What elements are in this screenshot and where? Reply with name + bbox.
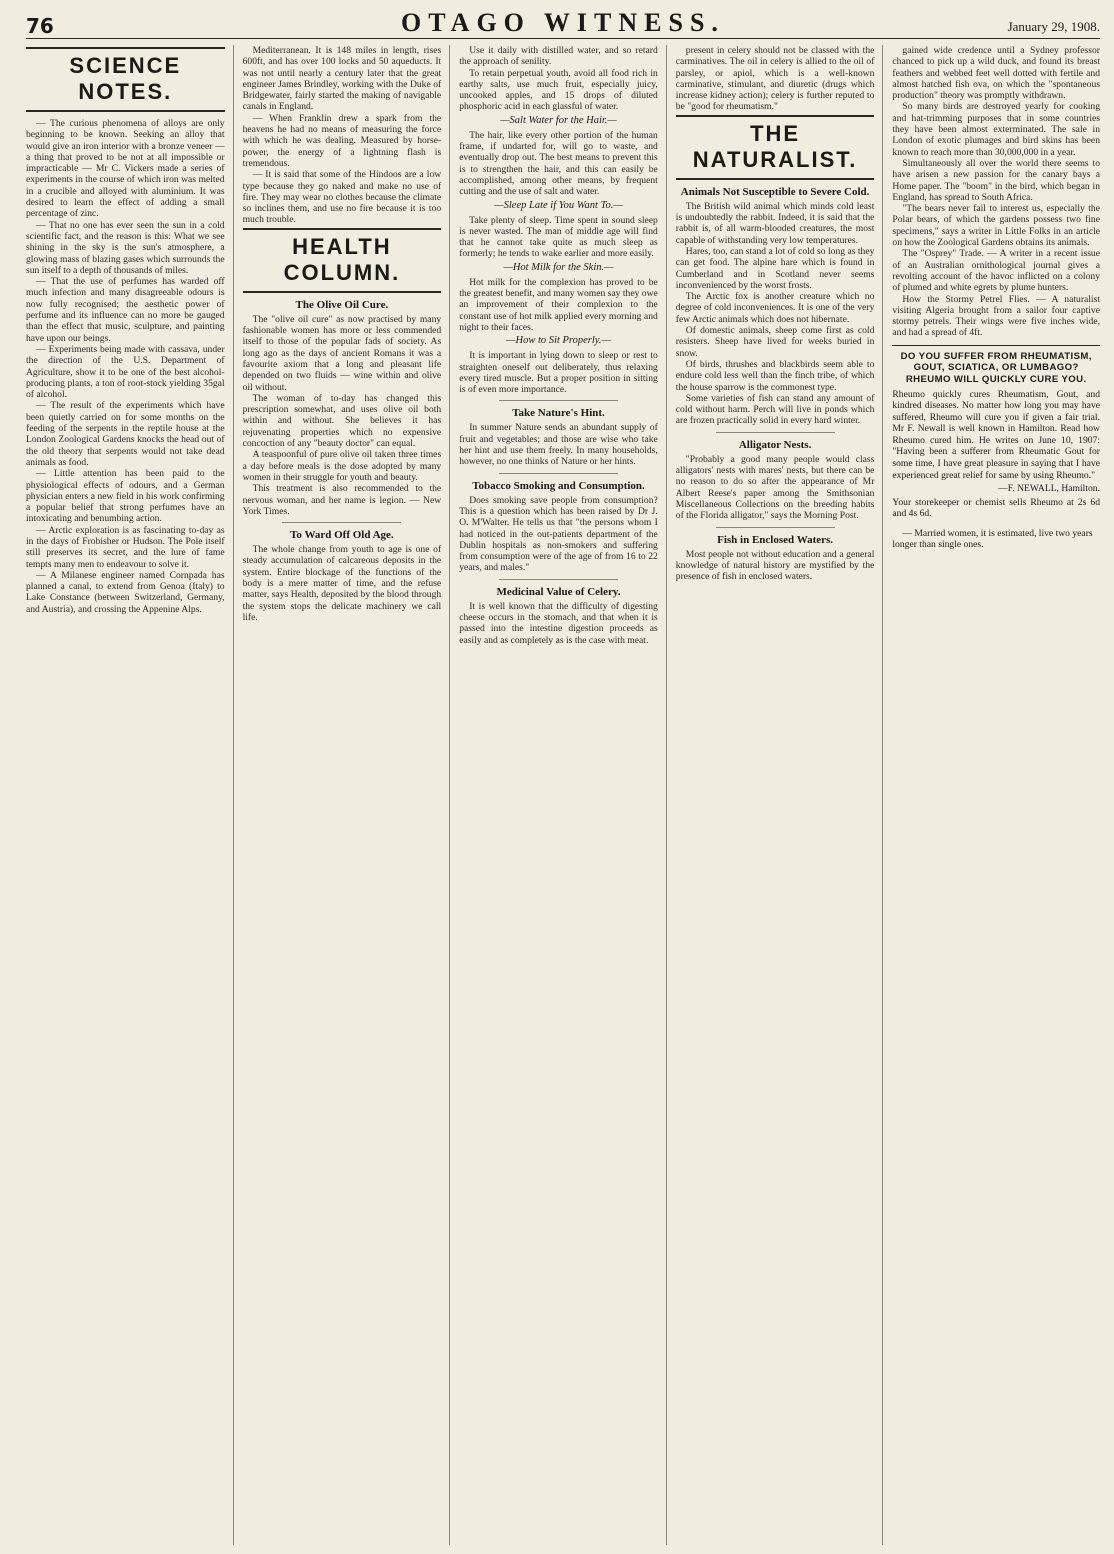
health-column-continued <box>459 45 658 113</box>
article-body <box>459 350 658 395</box>
article-body <box>459 422 658 467</box>
article-body <box>676 549 875 583</box>
paragraph: The British wild animal which minds cold least is undoubtedly the rabbit. Indeed, it is said that the rabbit is, of all warm-blooded creatures, the most capable of withstanding very low temperatures. <box>675 200 875 246</box>
paragraph: This treatment is also recommended to the nervous woman, and her name is legion. — New York Times. <box>242 483 442 517</box>
column-5 <box>892 45 1100 1545</box>
issue-date: January 29, 1908. <box>1007 19 1100 34</box>
paragraph: The whole change from youth to age is one of steady accumulation of calcareous deposits in the system. Entire blockage of the functions of the body is a mere matter of time, and the refuse matter, says Health, deposited by the blood through the system stops the delicate machinery we call life. <box>242 544 442 623</box>
article-title: Take Nature's Hint. <box>512 407 605 420</box>
paragraph: So many birds are destroyed yearly for cooking and hat-trimming purposes that in some countries they have been almost exterminated. The sale in London of exotic plumages and bird skins has been known to reach more than 30,000,000 in a year. <box>892 101 1100 158</box>
rheumo-advertisement <box>892 345 1100 520</box>
article-title: Medicinal Value of Celery. <box>496 585 621 598</box>
article-title: Fish in Enclosed Waters. <box>717 533 834 546</box>
article-body <box>243 314 442 517</box>
article-body <box>676 201 875 427</box>
paragraph: gained wide credence until a Sydney professor chanced to pick up a wild duck, and found its breast feathers and webbed feet well dotted with fertile and almost hatched fish ova, on which the "spontaneous production" theory was promptly withdrawn. <box>892 45 1100 102</box>
article-body <box>243 544 442 623</box>
divider <box>716 432 835 433</box>
article-title: The Olive Oil Cure. <box>295 298 389 311</box>
science-notes-continued <box>243 45 442 226</box>
article-body <box>459 495 658 574</box>
paragraph: How the Stormy Petrel Flies. — A naturalist visiting Algeria brought from a sailor four captive stormy petrels. Their wings were five inches wide, and had a spread of 4ft. <box>892 293 1100 339</box>
paragraph: The Arctic fox is another creature which no degree of cold inconveniences. It is one of the very few Arctic animals which does not hibernate. <box>675 291 875 325</box>
paragraph: It is well known that the difficulty of digesting cheese occurs in the stomach, and that when it is passed into the intestine digestion proceeds as easily and as completely as is the case with meat. <box>459 600 658 646</box>
article-title: Animals Not Susceptible to Severe Cold. <box>680 185 870 198</box>
paragraph: A teaspoonful of pure olive oil taken three times a day before meals is the dose adopted by many women in their struggle for youth and beauty. <box>242 449 442 483</box>
article-body <box>459 277 658 333</box>
subheading: —Salt Water for the Hair.— <box>500 114 617 126</box>
paragraph: Mediterranean. It is 148 miles in length, rises 600ft, and has over 100 locks and 50 aqueducts. It was not until nearly a century later that the great engineer James Brindley, working with the Duke of Bridgewater, fairly started the making of navigable canals in England. <box>242 45 442 113</box>
paragraph: The "olive oil cure" as now practised by many fashionable women has more or less commended itself to those of the popular fads of society. As long ago as the days of ancient Romans it was a favourite axiom that a long and pleasant life depended on two fluids — wine within and olive oil without. <box>242 313 442 393</box>
health-column-continued <box>676 45 875 113</box>
paragraph: Hot milk for the complexion has proved to be the greatest benefit, and many women say they owe an improvement of their complexion to the constant use of hot milk applied every morning and night to their faces. <box>459 276 658 333</box>
paragraph: The woman of to-day has changed this prescription somewhat, and uses olive oil both within and without. She believes it has rejuvenating properties which no expensive concoction of any "beauty doctor" can equal. <box>242 392 442 450</box>
paragraph: Does smoking save people from consumption? This is a question which has been raised by Dr J. O. M'Walter. He tells us that "the persons whom I had noticed in the out-patients department of the Dublin hospitals as non-smokers and suffering from consumption were of the age of from 16 to 22 years, and males." <box>459 494 658 574</box>
section-heading-the-naturalist: THE NATURALIST. <box>676 115 875 180</box>
article-body <box>459 130 658 198</box>
paragraph: — The curious phenomena of alloys are only beginning to be known. Seeking an alloy that would give an iron interior with a bronze veneer — a thing that proved to be not at all impossible or impracticable — Mr C. Vickers made a series of experiments in the course of which iron was melted in a crucible and alloyed with aluminium. It was desired to learn the effect of adding a small percentage of zinc. <box>26 118 225 220</box>
paragraph: — When Franklin drew a spark from the heavens he had no means of measuring the force with which he was dealing. Measured by horse-power, the energy of a lightning flash is tremendous. <box>242 112 442 169</box>
paragraph: — That the use of perfumes has warded off much infection and many disagreeable odours is now fully recognised; the aesthetic power of perfume and its influence can no more be gauged than the effect that music, sculpture, and painting have upon our beings. <box>26 276 225 344</box>
article-title: Tobacco Smoking and Consumption. <box>472 479 645 492</box>
masthead <box>26 8 1100 39</box>
article-body <box>459 215 658 260</box>
divider <box>499 400 618 401</box>
paragraph: "The bears never fail to interest us, especially the Polar bears, of which the gardens possess two fine specimens," says a writer in Little Folks in an article on how the Zoological Gardens obtains its animals. <box>892 203 1100 249</box>
paragraph: It is important in lying down to sleep or rest to straighten oneself out deliberately, thus relaxing every tired muscle. But a proper position in sitting is of even more importance. <box>459 350 658 396</box>
article-body <box>676 454 875 522</box>
column-3 <box>459 45 667 1545</box>
article-title: To Ward Off Old Age. <box>290 529 394 542</box>
newspaper-title: OTAGO WITNESS. <box>401 8 725 37</box>
column-4 <box>676 45 884 1545</box>
article-title: Alligator Nests. <box>738 438 812 451</box>
paragraph: Hares, too, can stand a lot of cold so long as they can get food. The alpine hare which is found in Cumberland and in Scotland never seems inconvenienced by the worst frosts. <box>675 245 875 291</box>
science-notes-body <box>26 118 225 615</box>
divider <box>499 473 618 474</box>
divider <box>282 522 401 523</box>
closing-note: — Married women, it is estimated, live two years longer than single ones. <box>892 528 1093 551</box>
paragraph: Some varieties of fish can stand any amount of cold without harm. Perch will live in ponds which are frozen practically solid in every hard winter. <box>675 392 875 427</box>
paragraph: Use it daily with distilled water, and so retard the approach of senility. <box>459 45 658 68</box>
advert-heading: DO YOU SUFFER FROM RHEUMATISM, GOUT, SCIATICA, OR LUMBAGO? RHEUMO WILL QUICKLY CURE YOU. <box>900 350 1092 385</box>
divider <box>499 579 618 580</box>
subheading: —Hot Milk for the Skin.— <box>503 261 614 273</box>
article-body <box>459 601 658 646</box>
advert-signature: —F. NEWALL, Hamilton. <box>998 483 1100 495</box>
subheading: —Sleep Late if You Want To.— <box>494 199 623 211</box>
paragraph: — That no one has ever seen the sun in a cold scientific fact, and the reason is this: What we see shining in the sky is the sun's atmosphere, a glowing mass of blazing gases which surrounds the sun itself to a depth of thousands of miles. <box>26 219 225 276</box>
section-heading-health-column: HEALTH COLUMN. <box>243 228 442 293</box>
paragraph: "Probably a good many people would class alligators' nests with mares' nests, but there can be no reason to do so after the appearance of Mr Albert Reese's paper among the Smithsonian Miscellaneous Collections on the breeding habits of the Florida alligator," says the Morning Post. <box>675 453 875 522</box>
paragraph: To retain perpetual youth, avoid all food rich in earthy salts, use much fruit, especially juicy, uncooked apples, and 15 drops of diluted phosphoric acid in each glassful of water. <box>459 67 658 113</box>
paragraph: — Little attention has been paid to the physiological effects of odours, and a German physician enters a new field in his work confirming a popular belief that strong perfumes have an intoxicating and benumbing action. <box>26 468 225 525</box>
paragraph: — It is said that some of the Hindoos are a low type because they go naked and make no use of fire. They may wear no clothes because the climate so inclines them, and use no fire because it is too much trouble. <box>242 169 442 226</box>
section-heading-science-notes: SCIENCE NOTES. <box>26 47 225 112</box>
paragraph: Of birds, thrushes and blackbirds seem able to endure cold less well than the finch tribe, of which the house sparrow is the commonest type. <box>675 358 875 393</box>
naturalist-continued <box>892 45 1100 339</box>
column-2 <box>243 45 451 1545</box>
paragraph: Most people not without education and a general knowledge of natural history are mystified by the presence of fish in enclosed waters. <box>675 548 875 583</box>
paragraph: In summer Nature sends an abundant supply of fruit and vegetables; and those are wise who take her hint and use them freely. In many households, however, no one thinks of Nature or her hints. <box>459 422 658 468</box>
divider <box>716 527 835 528</box>
subheading: —How to Sit Properly.— <box>506 335 611 347</box>
paragraph: Simultaneously all over the world there seems to have arisen a new passion for the canary bays a Home paper. The "boom" in the bird, which began in England, has spread to South Africa. <box>892 157 1100 203</box>
paragraph: — A Milanese engineer named Cornpada has planned a canal, to extend from Genoa (Italy) to Lake Constance (between Switzerland, Germany, and Austria), and crossing the Appenine Alps. <box>26 569 225 615</box>
advert-footer: Your storekeeper or chemist sells Rheumo at 2s 6d and 4s 6d. <box>892 496 1100 520</box>
page-number: 76 <box>26 14 54 38</box>
paragraph: Take plenty of sleep. Time spent in sound sleep is never wasted. The man of middle age will find that he cannot take quite as much sleep as formerly; he tends to wake earlier and more easily. <box>459 214 658 260</box>
paragraph: — The result of the experiments which have been quietly carried on for some months on the feeding of the serpents in the reptile house at the London Zoological Gardens knocks the head out of the old theory that serpents would not take dead animals as food. <box>26 400 225 468</box>
paragraph: present in celery should not be classed with the carminatives. The oil in celery is allied to the oil of parsley, or apiol, which is a well-known carminative, stimulant, and diuretic (drugs which increase kidney action); celery is further reputed to be "good for rheumatism." <box>675 45 875 113</box>
paragraph: — Arctic exploration is as fascinating to-day as in the days of Frobisher or Hudson. The Pole itself still preserves its secret, and the lure of fame tempts many men to endeavour to solve it. <box>26 524 225 570</box>
columns-grid <box>26 45 1100 1545</box>
paragraph: Of domestic animals, sheep come first as cold resisters. Sheep have lived for weeks buried in snow. <box>675 325 875 359</box>
paragraph: — Experiments being made with cassava, under the direction of the U.S. Department of Agriculture, show it to be one of the best alcohol-producing plants, a ton of root-stock yielding 35gal of alcohol. <box>26 343 225 401</box>
paragraph: The hair, like every other portion of the human frame, if undarted for, will go to waste, and eventually drop out. The best means to prevent this is to strengthen the hair, and this can easily be accomplished, among other means, by frequent cutting and the use of salt and water. <box>459 129 658 198</box>
advert-body: Rheumo quickly cures Rheumatism, Gout, and kindred diseases. No matter how long you may have suffered, Rheumo will cure you if given a fair trial. Mr F. Newall is well known in Hamilton. Read how Rheumo cured him. He writes on June 10, 1907: "Having been a sufferer from Rheumatic Gout for some time, I have great pleasure in saying that I have experienced great relief for same by using Rheumo." <box>892 388 1100 481</box>
column-1 <box>26 45 234 1545</box>
paragraph: The "Osprey" Trade. — A writer in a recent issue of an Australian ornithological journal gives a revolting account of the havoc inflicted on a colony of plumed and white egrets by plume hunters. <box>892 248 1100 294</box>
